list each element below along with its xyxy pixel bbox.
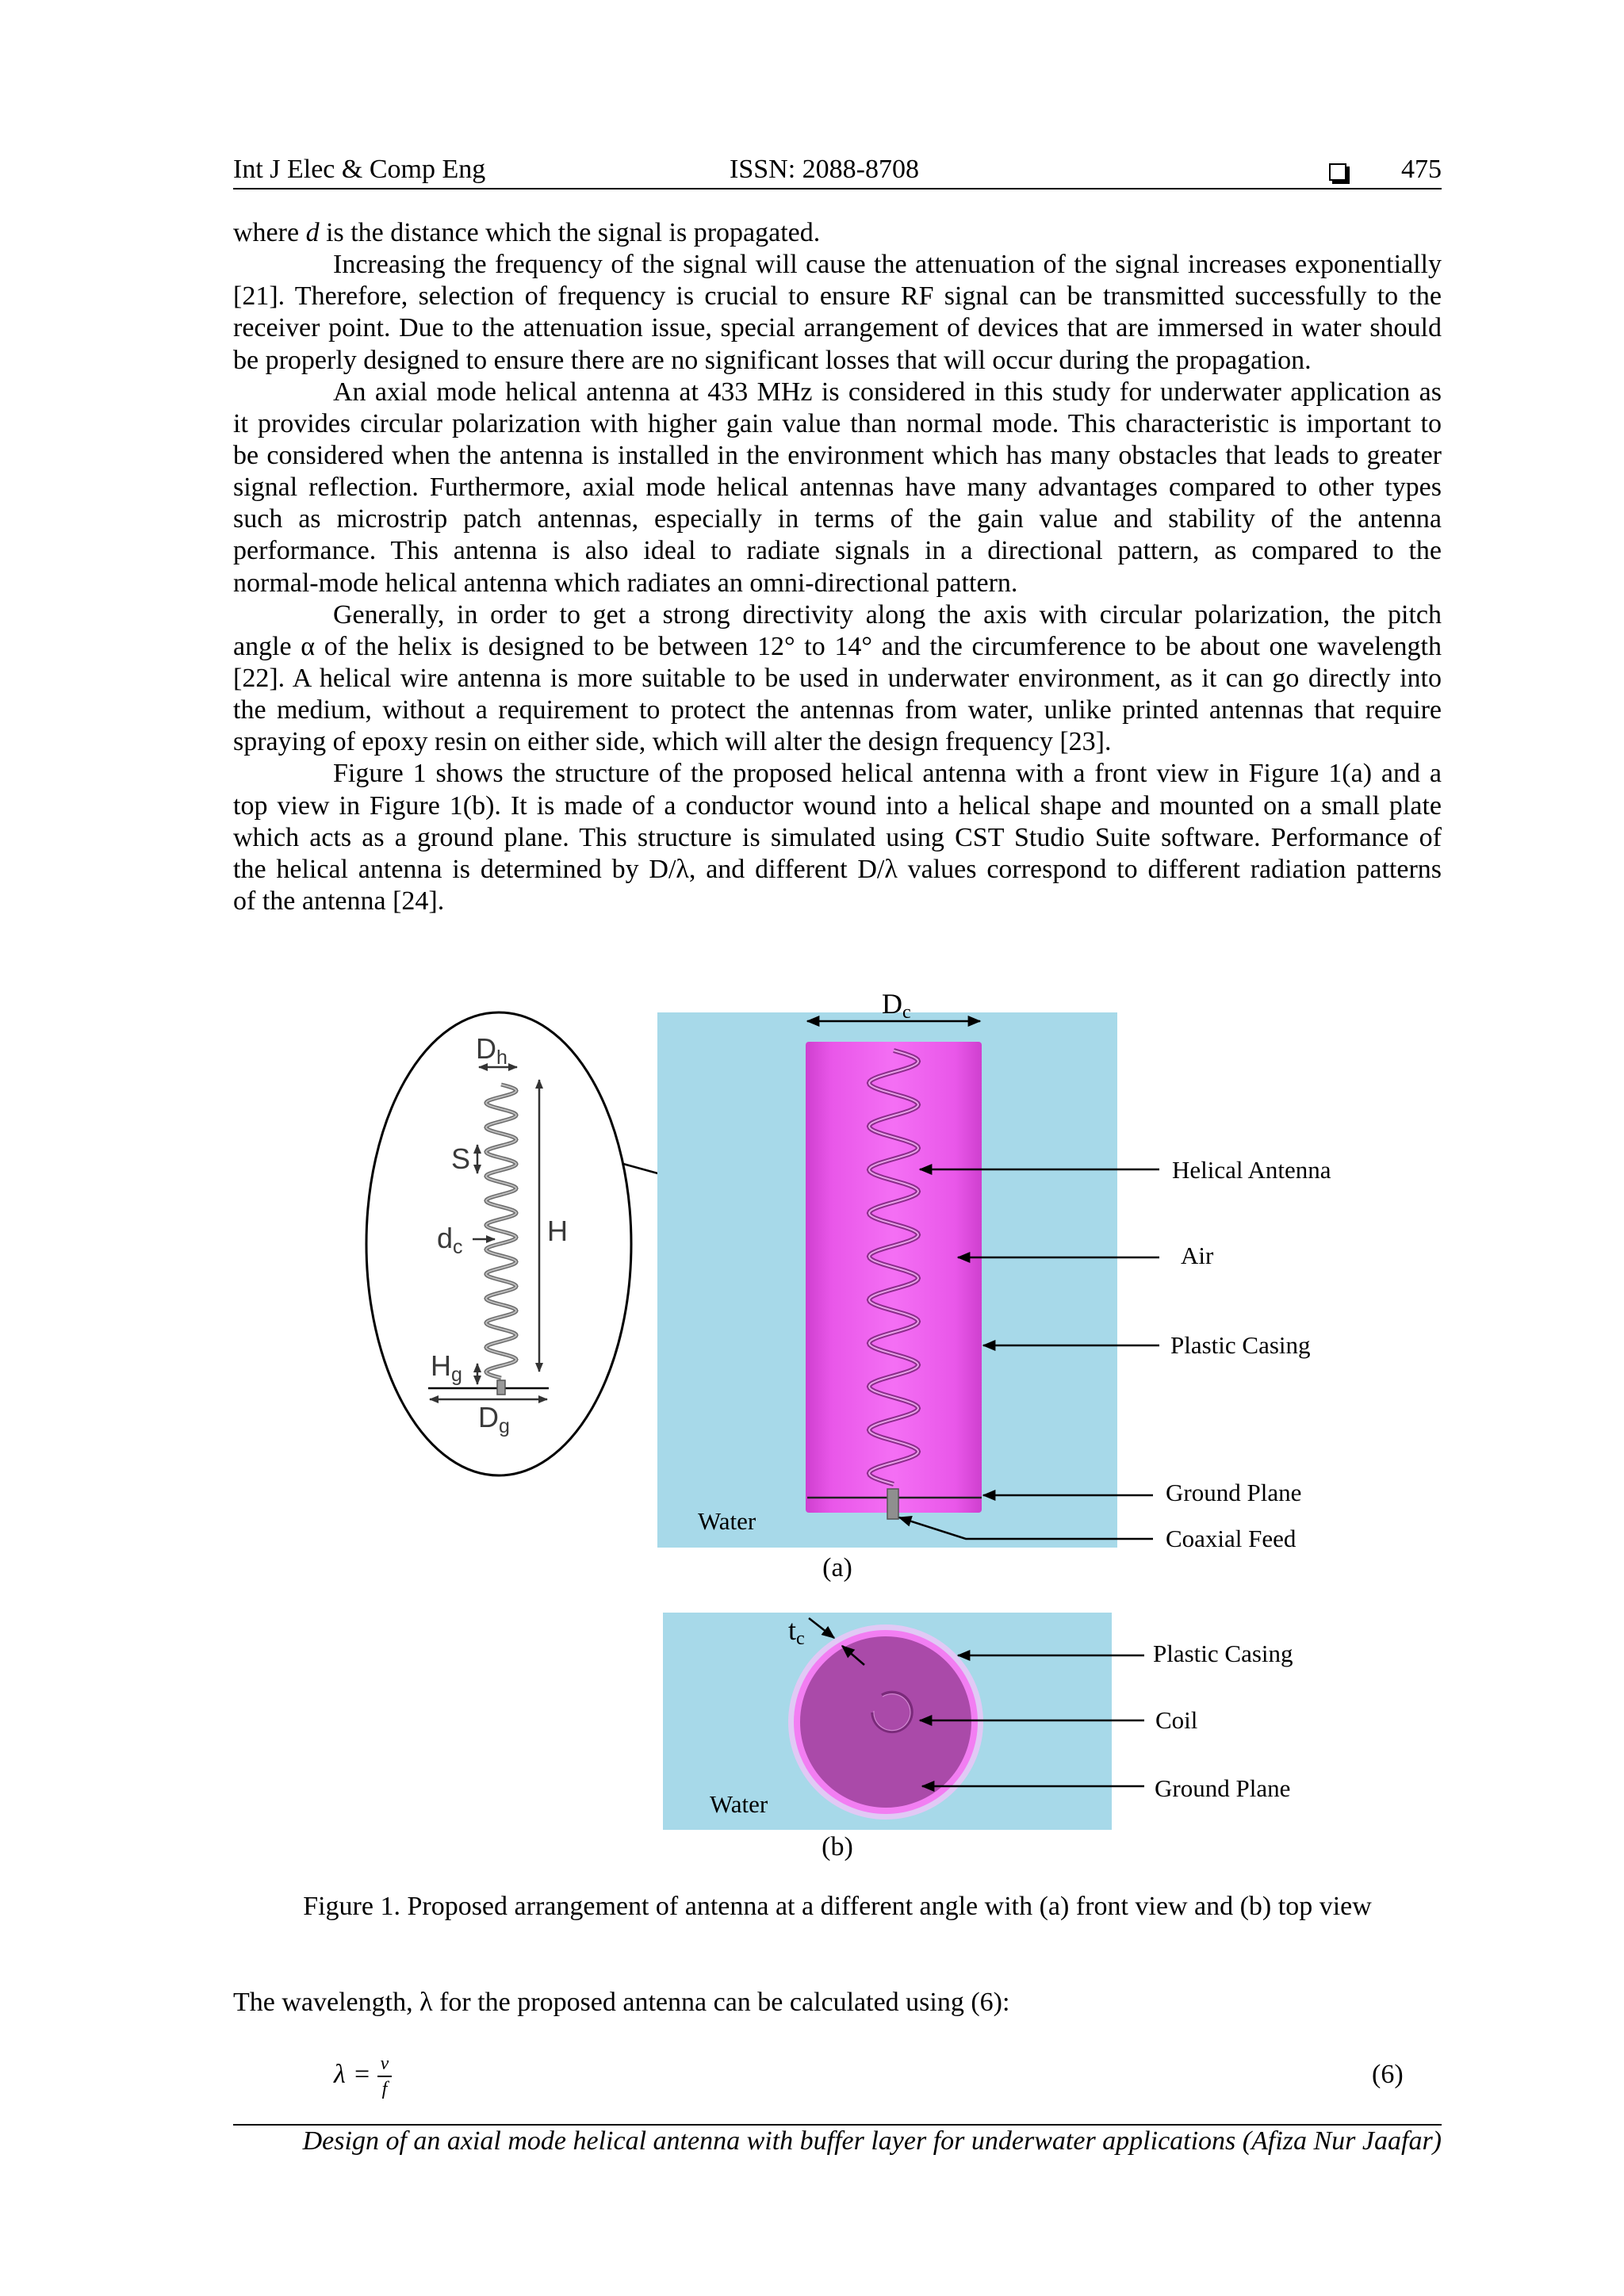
label-tc-main: t (788, 1614, 797, 1646)
panel-label-b: (b) (822, 1832, 853, 1862)
label-Dc-main: D (882, 988, 902, 1020)
detail-feed (497, 1380, 505, 1395)
label-dc-main: d (437, 1222, 454, 1254)
text-line: Figure 1 shows the structure of the proposed helical antenna with a front view in Figure 1(a) and a (333, 759, 1442, 789)
label-dh-main: D (476, 1032, 496, 1065)
text-line: of the antenna [24]. (233, 886, 445, 916)
label-Dc (882, 988, 911, 1023)
label-helical-antenna: Helical Antenna (1172, 1156, 1331, 1184)
equation-numerator: v (380, 2053, 389, 2074)
paragraph (233, 249, 1442, 377)
text-line: the medium, without a requirement to protect the antennas from water, unlike printed antennas that require (233, 695, 1442, 725)
label-h: H (547, 1215, 568, 1247)
label-top-water: Water (710, 1790, 768, 1818)
label-front-plastic-casing: Plastic Casing (1170, 1331, 1311, 1359)
paragraph (233, 377, 1442, 599)
header-rule (233, 188, 1442, 189)
intro-pre: where (233, 218, 306, 247)
label-air: Air (1181, 1242, 1214, 1269)
label-dg-main: D (478, 1401, 499, 1433)
equation-sign: = (354, 2060, 370, 2089)
text-line: such as microstrip patch antennas, especially in terms of the gain value and stability of the antenna (233, 504, 1442, 534)
text-line: be considered when the antenna is installed in the environment which has many obstacles that leads to greater (233, 440, 1442, 470)
running-footer: Design of an axial mode helical antenna with buffer layer for underwater applications (Afiza Nur Jaafar) (302, 2126, 1442, 2156)
intro-line (233, 217, 1442, 249)
journal-name: Int J Elec & Comp Eng (233, 155, 486, 184)
label-front-water: Water (698, 1507, 756, 1535)
panel-top-view (663, 1613, 1293, 1862)
issn: ISSN: 2088-8708 (730, 155, 919, 184)
text-line: performance. This antenna is also ideal to radiate signals in a directional pattern, as compared to the (233, 536, 1442, 566)
text-line: [22]. A helical wire antenna is more suitable to be used in underwater environment, as it can go directly into (233, 663, 1442, 693)
label-Dc-sub: c (902, 1002, 911, 1023)
equation-number: (6) (1372, 2060, 1404, 2089)
label-coil: Coil (1155, 1706, 1198, 1734)
equation-fraction (374, 2053, 395, 2099)
coaxial-feed (887, 1489, 898, 1519)
label-hg-main: H (431, 1349, 451, 1382)
text-line: it provides circular polarization with higher gain value than normal mode. This characteristic is important to (233, 408, 1442, 438)
text-line: receiver point. Due to the attenuation issue, special arrangement of devices that are immersed in water should (233, 313, 1442, 343)
label-s: S (451, 1142, 471, 1175)
figure-caption: Figure 1. Proposed arrangement of antenna at a different angle with (a) front view and (b) top view (303, 1892, 1372, 1921)
text-line: Increasing the frequency of the signal will cause the attenuation of the signal increases exponentially (333, 250, 1442, 280)
text-line: the helical antenna is determined by D/λ, and different D/λ values correspond to different radiation patterns (233, 854, 1442, 884)
text-line: be properly designed to ensure there are no significant losses that will occur during the propagation. (233, 345, 1312, 375)
body-text (233, 217, 1442, 917)
label-dh-sub: h (496, 1047, 508, 1069)
intro-variable: d (305, 218, 320, 247)
text-line: angle α of the helix is designed to be between 12° to 14° and the circumference to be about one wavelength (233, 631, 1442, 661)
square-icon (1329, 163, 1346, 181)
panel-label-a: (a) (822, 1553, 852, 1582)
text-line: spraying of epoxy resin on either side, which will alter the design frequency [23]. (233, 727, 1112, 757)
paragraph (233, 599, 1442, 759)
wavelength-sentence: The wavelength, λ for the proposed antenna can be calculated using (6): (233, 1988, 1010, 2017)
label-front-ground-plane: Ground Plane (1166, 1479, 1302, 1506)
label-dc-sub: c (453, 1236, 463, 1258)
top-ground-plane-disc (797, 1633, 975, 1811)
text-line: signal reflection. Furthermore, axial mode helical antennas have many advantages compared to other types (233, 473, 1442, 503)
page-number: 475 (1401, 155, 1442, 184)
panel-front-view (657, 988, 1331, 1582)
label-hg-sub: g (451, 1364, 462, 1386)
label-top-ground-plane: Ground Plane (1155, 1774, 1291, 1802)
text-line: top view in Figure 1(b). It is made of a conductor wound into a helical shape and mounted on a small plate (233, 790, 1442, 821)
paragraph (233, 758, 1442, 917)
equation-denominator: f (381, 2078, 388, 2099)
text-line: [21]. Therefore, selection of frequency is crucial to ensure RF signal can be transmitted successfully to the (233, 281, 1442, 312)
label-tc-sub: c (796, 1628, 805, 1649)
fraction-bar (377, 2076, 392, 2077)
text-line: Generally, in order to get a strong directivity along the axis with circular polarization, the pitch (333, 599, 1442, 629)
helix-detail-callout (366, 1012, 631, 1475)
intro-post: is the distance which the signal is propagated. (319, 218, 821, 247)
equation-lhs: λ (334, 2060, 346, 2089)
label-coaxial-feed: Coaxial Feed (1166, 1525, 1297, 1552)
label-top-plastic-casing: Plastic Casing (1153, 1640, 1293, 1667)
text-line: normal-mode helical antenna which radiates an omni-directional pattern. (233, 568, 1018, 598)
text-line: An axial mode helical antenna at 433 MHz is considered in this study for underwater application as (333, 377, 1442, 407)
label-dg-sub: g (499, 1415, 510, 1437)
text-line: which acts as a ground plane. This structure is simulated using CST Studio Suite software. Performance of (233, 822, 1442, 852)
figure-1 (0, 983, 1624, 1871)
